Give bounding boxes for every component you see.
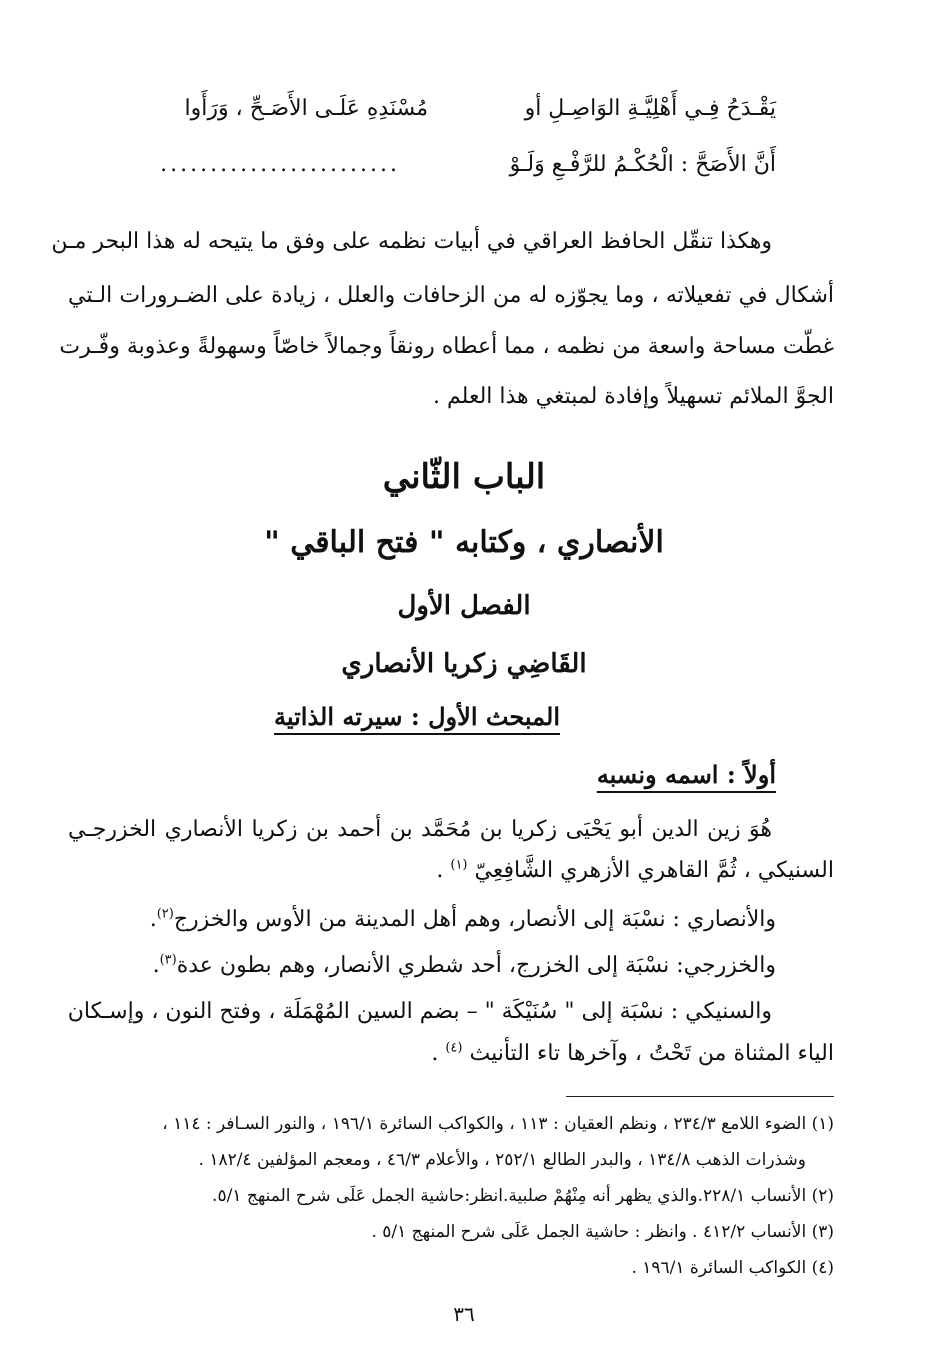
footnote-ref-1: (١) [450,857,468,873]
section-heading: الفصل الأول [397,591,531,621]
footnote-ref-2: (٢) [156,906,174,922]
paragraph-1-line-4: الجوَّ الملائم تسهيلاً وإفادة لمبتغي هذا العلم . [433,384,834,409]
paragraph-2-line-2: السنيكي ، ثُمَّ القاهري الأزهري الشَّافِعِيّ $^{(١)}$ . [436,857,834,883]
verse-2-dots: ........................ [160,152,400,177]
nisba-khazraji: والخزرجي: نسْبَة إلى الخزرج، أحد شطري الأنصار، وهم بطون عدة$^{(٣)}$. [152,952,776,978]
paragraph-1-line-3: غطّت مساحة واسعة من نظمه ، مما أعطاه رونقاً وجمالاً خاصّاً وسهولةً وعذوبة وفّـرت [59,334,834,359]
section-title: القَاضِي زكريا الأنصاري [341,649,587,679]
footnote-1-line-2: وشذرات الذهب ١٣٤/٨ ، والبدر الطالع ٢٥٢/١ ، والأعلام ٤٦/٣ ، ومعجم المؤلفين ١٨٢/٤ . [198,1150,806,1170]
paragraph-2-line-1: هُوَ زين الدين أبو يَحْيَى زكريا بن مُحَمَّد بن أحمد بن زكريا الأنصاري الخزرجـي [68,817,772,842]
subtopic-heading: أولاً : اسمه ونسبه [596,760,776,789]
page-number: ٣٦ [453,1302,475,1326]
nisba-sunayki-line-1: والسنيكي : نسْبَة إلى " سُنَيْكَة " – بضم السين المُهْمَلَة ، وفتح النون ، وإسـكان [67,999,772,1024]
topic-heading: المبحث الأول : سيرته الذاتية [274,702,560,731]
verse-2-right: أَنَّ الأَصَحَّ : الْحُكْـمُ للرَّفْـعِ وَلَـوْ [509,152,776,177]
footnote-ref-3: (٣) [159,952,177,968]
footnote-2: (٢) الأنساب ٢٢٨/١.والذي يظهر أنه مِنْهُمْ صلبية.انظر:حاشية الجمل عَلَى شرح المنهج ٥/١. [212,1186,834,1206]
chapter-heading: الباب الثّاني [382,457,546,497]
paragraph-1-line-2: أشكال في تفعيلاته ، وما يجوّزه له من الزحافات والعلل ، زيادة على الضـرورات الـتي [68,283,834,308]
chapter-title: الأنصاري ، وكتابه " فتح الباقي " [264,525,664,560]
verse-1-right: يَقْـدَحُ فِـي أَهْلِيَّـةِ الوَاصِـلِ أو [524,96,776,121]
nisba-sunayki-line-2: الياء المثناة من تَحْتُ ، وآخرها تاء التأنيث $^{(٤)}$ . [431,1040,834,1066]
footnote-3: (٣) الأنساب ٤١٢/٢ . وانظر : حاشية الجمل عَلَى شرح المنهج ٥/١ . [371,1222,834,1242]
footnote-separator [566,1096,834,1097]
footnote-1-line-1: (١) الضوء اللامع ٢٣٤/٣ ، ونظم العقيان : ١١٣ ، والكواكب السائرة ١٩٦/١ ، والنور السـافر : ١١٤ ، [162,1114,834,1134]
nisba-ansari: والأنصاري : نسْبَة إلى الأنصار، وهم أهل المدينة من الأوس والخزرج$^{(٢)}$. [149,906,776,932]
verse-1-left: مُسْنَدِهِ عَلَـى الأَصَـحِّ ، وَرَأَوا [184,96,428,121]
paragraph-1-line-1: وهكذا تنقّل الحافظ العراقي في أبيات نظمه على وفق ما يتيحه له هذا البحر مـن [51,229,772,254]
footnote-4: (٤) الكواكب السائرة ١٩٦/١ . [631,1258,834,1278]
footnote-ref-4: (٤) [445,1040,463,1056]
